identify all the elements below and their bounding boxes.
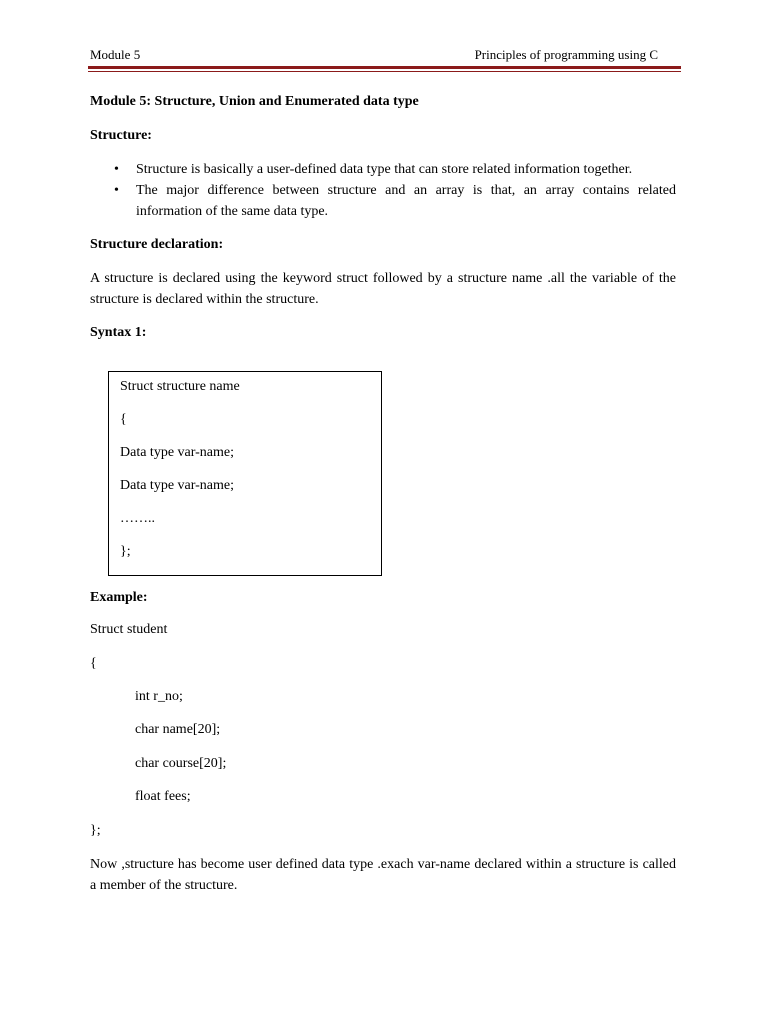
bullet-icon: • <box>114 183 119 198</box>
syntax-line: { <box>120 412 127 427</box>
page-title: Module 5: Structure, Union and Enumerated data type <box>90 94 419 109</box>
example-line: char course[20]; <box>135 756 227 771</box>
example-line: int r_no; <box>135 689 183 704</box>
syntax-box <box>108 371 382 576</box>
structure-heading: Structure: <box>90 128 152 143</box>
bullet-text: Structure is basically a user-defined data type that can store related information together. <box>136 162 633 177</box>
example-line: Struct student <box>90 622 168 637</box>
declaration-heading: Structure declaration: <box>90 237 224 252</box>
syntax-line: Data type var-name; <box>120 445 234 460</box>
closing-paragraph: Now ,structure has become user defined data type .exach var-name declared within a structure is called a member of the structure. <box>90 857 676 893</box>
syntax-line: }; <box>120 544 131 559</box>
header-rule-thin <box>88 71 681 72</box>
syntax-line: Data type var-name; <box>120 478 234 493</box>
bullet-list <box>90 159 676 222</box>
example-line: }; <box>90 823 101 838</box>
bullet-icon: • <box>114 162 119 177</box>
header-rule-thick <box>88 66 681 69</box>
bullet-item <box>90 180 676 222</box>
bullet-text: The major difference between structure and an array is that, an array contains related information of the same data type. <box>136 183 676 219</box>
header-module: Module 5 <box>90 47 141 62</box>
header-course-title: Principles of programming using C <box>474 47 658 62</box>
syntax-line: …….. <box>120 511 155 526</box>
bullet-item <box>90 159 676 180</box>
example-line: char name[20]; <box>135 722 221 737</box>
example-heading: Example: <box>90 590 148 605</box>
syntax-line: Struct structure name <box>120 379 240 394</box>
example-line: { <box>90 656 97 671</box>
example-line: float fees; <box>135 789 191 804</box>
syntax-heading: Syntax 1: <box>90 325 147 340</box>
declaration-paragraph: A structure is declared using the keyword struct followed by a structure name .all the variable of the structure is declared within the structure. <box>90 271 676 307</box>
